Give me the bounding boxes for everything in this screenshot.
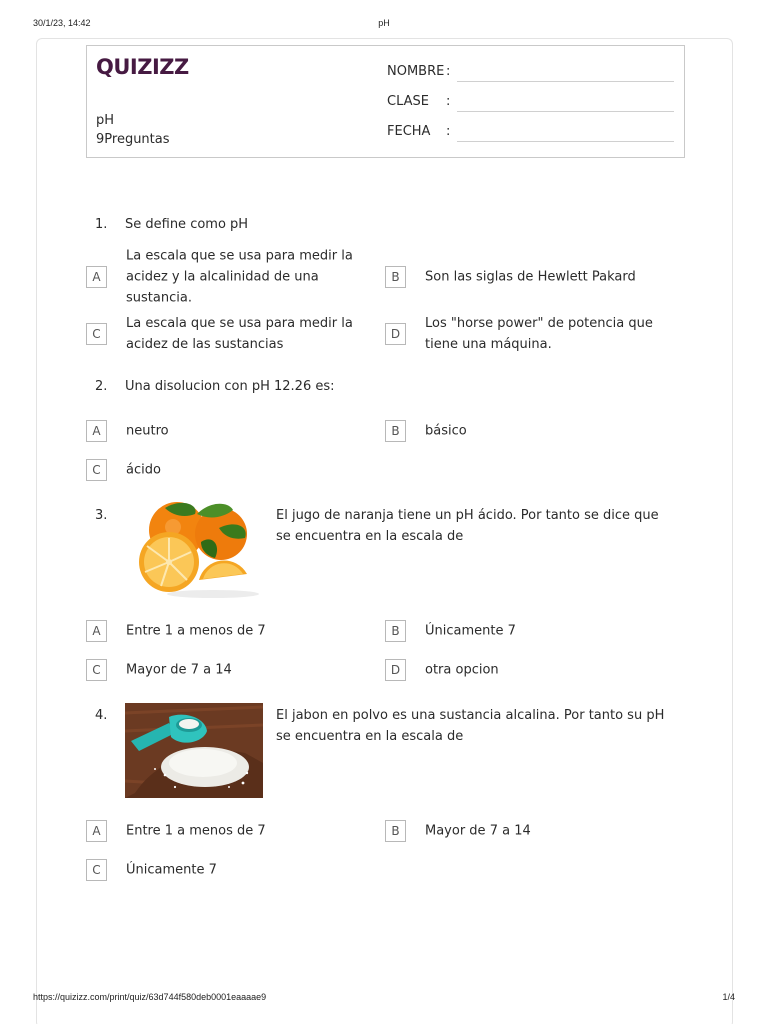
print-header bbox=[33, 18, 735, 32]
option-text: Mayor de 7 a 14 bbox=[425, 823, 531, 839]
date-field bbox=[387, 124, 677, 144]
option-letter: B bbox=[385, 620, 406, 642]
option-2b[interactable] bbox=[385, 409, 685, 453]
option-letter: C bbox=[86, 859, 107, 881]
question-count: 9Preguntas bbox=[96, 132, 170, 147]
question-number: 3. bbox=[95, 508, 108, 523]
question-number: 2. bbox=[95, 379, 108, 394]
option-1c[interactable] bbox=[86, 312, 386, 356]
page-number: 1/4 bbox=[722, 992, 735, 1002]
option-4a[interactable] bbox=[86, 809, 386, 853]
option-text: La escala que se usa para medir la acidez y la alcalinidad de una sustancia. bbox=[126, 248, 353, 306]
option-text: básico bbox=[425, 423, 467, 439]
option-letter: B bbox=[385, 820, 406, 842]
option-text: neutro bbox=[126, 423, 169, 439]
question-text: Se define como pH bbox=[125, 217, 249, 232]
powder-soap-image bbox=[125, 703, 263, 798]
print-datetime: 30/1/23, 14:42 bbox=[33, 18, 91, 28]
option-2c[interactable] bbox=[86, 448, 386, 492]
question-number: 1. bbox=[95, 217, 108, 232]
option-3b[interactable] bbox=[385, 609, 685, 653]
class-colon: : bbox=[446, 94, 451, 109]
option-letter: C bbox=[86, 459, 107, 481]
date-colon: : bbox=[446, 124, 451, 139]
option-3d[interactable] bbox=[385, 648, 685, 692]
option-4b[interactable] bbox=[385, 809, 685, 853]
option-text: Mayor de 7 a 14 bbox=[126, 662, 232, 678]
print-footer bbox=[33, 992, 735, 1006]
class-line bbox=[457, 111, 674, 112]
date-label: FECHA bbox=[387, 124, 431, 139]
option-text: Entre 1 a menos de 7 bbox=[126, 623, 266, 639]
name-label: NOMBRE bbox=[387, 64, 445, 79]
question-number: 4. bbox=[95, 708, 108, 723]
class-field bbox=[387, 94, 677, 114]
name-field bbox=[387, 64, 677, 84]
print-url: https://quizizz.com/print/quiz/63d744f580deb0001eaaaae9 bbox=[33, 992, 267, 1002]
option-1a[interactable] bbox=[86, 248, 386, 306]
question-text: Una disolucion con pH 12.26 es: bbox=[125, 379, 335, 394]
question-text: El jugo de naranja tiene un pH ácido. Por tanto se dice que se encuentra en la escala de bbox=[276, 508, 659, 544]
option-text: Son las siglas de Hewlett Pakard bbox=[425, 269, 636, 285]
quizizz-logo: QUIZIZZ bbox=[96, 55, 189, 79]
class-label: CLASE bbox=[387, 94, 429, 109]
option-letter: B bbox=[385, 420, 406, 442]
option-letter: C bbox=[86, 323, 107, 345]
option-3c[interactable] bbox=[86, 648, 386, 692]
print-title: pH bbox=[378, 18, 390, 28]
name-line bbox=[457, 81, 674, 82]
option-text: Entre 1 a menos de 7 bbox=[126, 823, 266, 839]
option-letter: A bbox=[86, 266, 107, 288]
option-text: La escala que se usa para medir la acidez de las sustancias bbox=[126, 316, 353, 352]
option-letter: C bbox=[86, 659, 107, 681]
option-letter: D bbox=[385, 323, 406, 345]
option-text: otra opcion bbox=[425, 662, 499, 678]
student-info-box bbox=[86, 45, 685, 158]
option-4c[interactable] bbox=[86, 848, 386, 892]
option-letter: A bbox=[86, 820, 107, 842]
option-1d[interactable] bbox=[385, 312, 685, 356]
option-3a[interactable] bbox=[86, 609, 386, 653]
option-letter: A bbox=[86, 620, 107, 642]
option-1b[interactable] bbox=[385, 255, 685, 299]
option-text: Únicamente 7 bbox=[126, 862, 217, 878]
option-2a[interactable] bbox=[86, 409, 386, 453]
quiz-title: pH bbox=[96, 113, 115, 128]
option-letter: D bbox=[385, 659, 406, 681]
name-colon: : bbox=[446, 64, 451, 79]
option-text: ácido bbox=[126, 462, 161, 478]
option-text: Los "horse power" de potencia que tiene una máquina. bbox=[425, 316, 653, 352]
date-line bbox=[457, 141, 674, 142]
option-text: Únicamente 7 bbox=[425, 623, 516, 639]
question-text: El jabon en polvo es una sustancia alcalina. Por tanto su pH se encuentra en la escala de bbox=[276, 708, 665, 744]
oranges-image bbox=[125, 500, 263, 598]
option-letter: A bbox=[86, 420, 107, 442]
option-letter: B bbox=[385, 266, 406, 288]
